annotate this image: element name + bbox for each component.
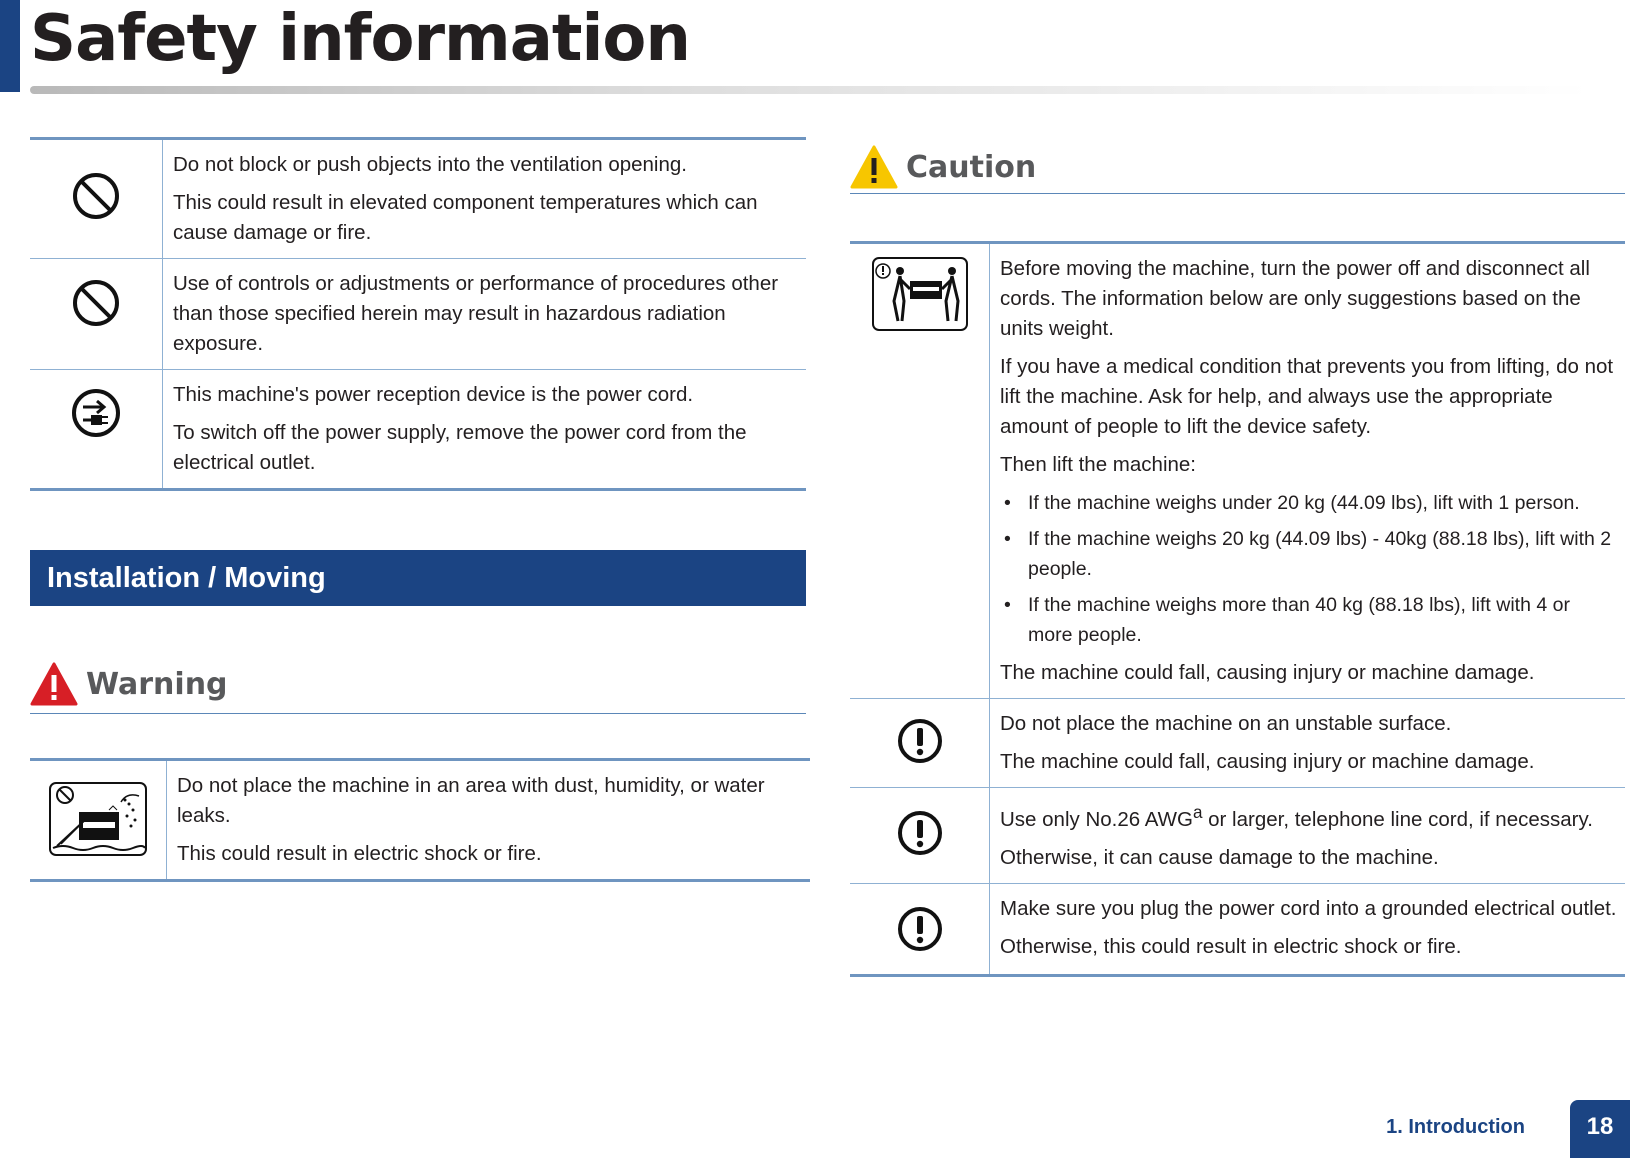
footnote-marker: a [1192,803,1203,822]
caution-table [850,241,1625,977]
list-item: • If the machine weighs 20 kg (44.09 lbs) - 40kg (88.18 lbs), lift with 2 people. [1000,524,1617,584]
title-accent-bar [0,0,20,92]
safety-text: Do not place the machine on an unstable surface. [1000,712,1452,735]
safety-text: Make sure you plug the power cord into a grounded electrical outlet. [1000,896,1617,920]
table-row [850,883,1625,975]
safety-text: If you have a medical condition that prevents you from lifting, do not lift the machine. Ask for help, and always use the appropriate amount of people to lift the device safety. [1000,355,1614,438]
title-rule [30,86,1590,94]
safety-text: The machine could fall, causing injury or machine damage. [1000,750,1535,773]
safety-text: To switch off the power supply, remove the power cord from the electrical outlet. [173,421,747,474]
table-row [30,760,810,881]
list-item: • If the machine weighs more than 40 kg (88.18 lbs), lift with 4 or more people. [1000,590,1617,650]
table-row [30,370,806,490]
caution-triangle-icon [850,145,898,189]
table-row [850,788,1625,884]
warning-label: Warning [86,666,228,702]
safety-text: This machine's power reception device is the power cord. [173,383,694,406]
safety-text: Otherwise, this could result in electric shock or fire. [1000,934,1462,958]
page-number: 18 [1570,1100,1630,1158]
prohibition-icon [71,171,121,221]
unplug-icon [69,386,123,440]
warning-heading [30,662,228,706]
safety-text: Otherwise, it can cause damage to the machine. [1000,845,1439,869]
safety-text: Do not block or push objects into the ventilation opening. [173,153,687,176]
caution-label: Caution [906,149,1037,185]
caution-heading [850,145,1036,189]
page-title: Safety information [30,2,690,76]
safety-text: Do not place the machine in an area with dust, humidity, or water leaks. [177,774,765,827]
top-safety-table [30,137,806,491]
safety-text: The machine could fall, causing injury or machine damage. [1000,661,1535,684]
warning-table [30,758,810,882]
safety-text: This could result in elevated component temperatures which can cause damage or fire. [173,191,758,244]
safety-text: Use of controls or adjustments or performance of procedures other than those specified herein may result in hazardous radiation exposure. [173,272,779,355]
safety-text: Then lift the machine: [1000,453,1196,476]
caution-rule [850,193,1625,194]
weight-list [1000,488,1617,650]
awg-text-cont: or larger, telephone line cord, if necessary. [1202,807,1593,831]
exclamation-icon [896,905,944,953]
table-row [850,699,1625,788]
two-person-lift-icon [872,257,968,331]
exclamation-icon [896,809,944,857]
warning-triangle-icon [30,662,78,706]
warning-rule [30,713,806,714]
no-dust-humidity-icon [49,782,147,856]
safety-text [1000,798,1617,835]
list-item: • If the machine weighs under 20 kg (44.09 lbs), lift with 1 person. [1000,488,1617,518]
table-row [30,139,806,259]
table-row [30,259,806,370]
safety-text: This could result in electric shock or fire. [177,842,542,865]
table-row [850,243,1625,699]
awg-text: Use only No.26 AWG [1000,807,1193,831]
section-header: Installation / Moving [30,550,806,606]
safety-text: Before moving the machine, turn the power off and disconnect all cords. The information below are only suggestions based on the units weight. [1000,257,1590,340]
chapter-label: 1. Introduction [1386,1116,1525,1138]
prohibition-icon [71,278,121,328]
exclamation-icon [896,717,944,765]
